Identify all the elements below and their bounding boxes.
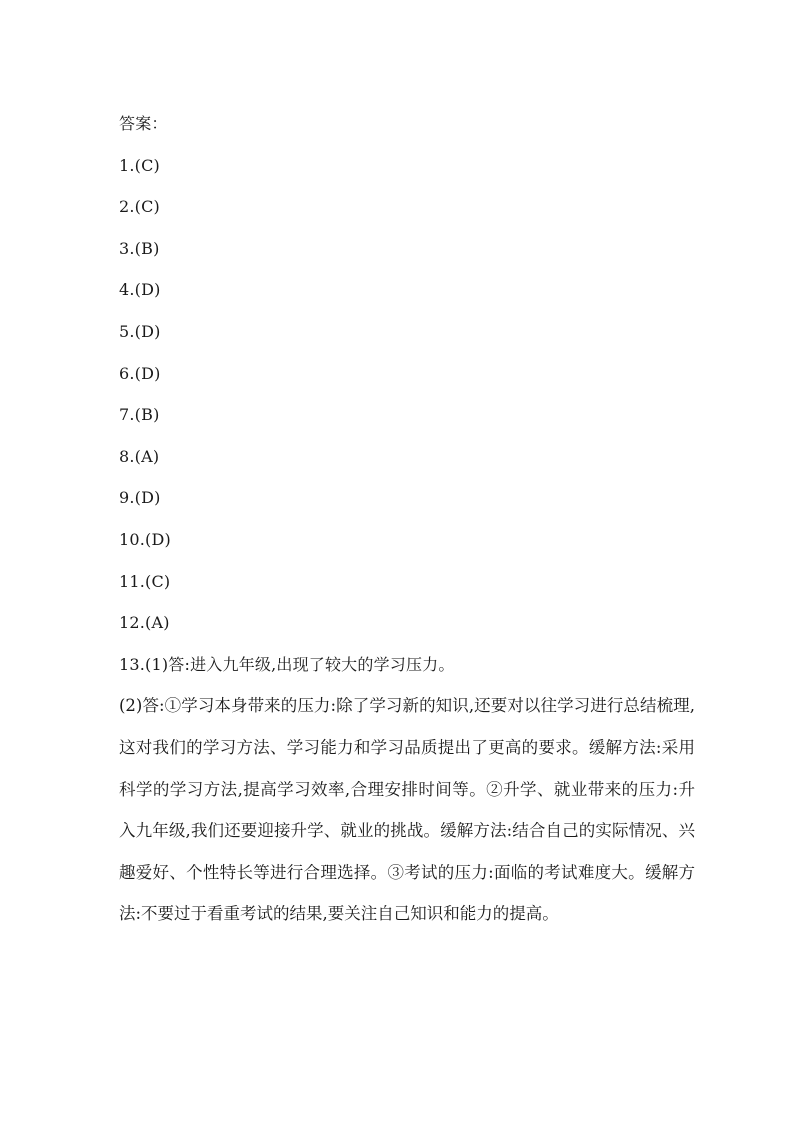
q13-part1: 13.(1)答:进入九年级,出现了较大的学习压力。	[119, 654, 455, 674]
q13-part2: (2)答:①学习本身带来的压力:除了学习新的知识,还要对以往学习进行总结梳理,这对我们的学习方法、学习能力和学习品质提出了更高的要求。缓解方法:采用科学的学习方法,提高学习效率,合理安排时间等。②升学、就业带来的压力:升入九年级,我们还要迎接升学、就业的挑战。缓解方法:结合自己的实际情况、兴趣爱好、个性特长等进行合理选择。③考试的压力:面临的考试难度大。缓解方法:不要过于看重考试的结果,要关注自己知识和能力的提高。	[119, 696, 695, 924]
answer-item: 12.(A)	[119, 613, 170, 633]
answer-item: 6.(D)	[119, 363, 161, 383]
answer-item: 10.(D)	[119, 529, 171, 549]
answer-item: 1.(C)	[119, 155, 160, 175]
answer-key	[119, 103, 699, 935]
answer-heading: 答案：	[119, 114, 168, 133]
answer-item: 5.(D)	[119, 321, 161, 341]
answer-item: 2.(C)	[119, 197, 160, 217]
answer-item: 7.(B)	[119, 405, 160, 425]
answer-item: 11.(C)	[119, 571, 171, 591]
answer-item: 4.(D)	[119, 280, 161, 300]
answer-item: 3.(B)	[119, 238, 160, 258]
answer-item: 9.(D)	[119, 488, 161, 508]
answer-item: 8.(A)	[119, 446, 160, 466]
